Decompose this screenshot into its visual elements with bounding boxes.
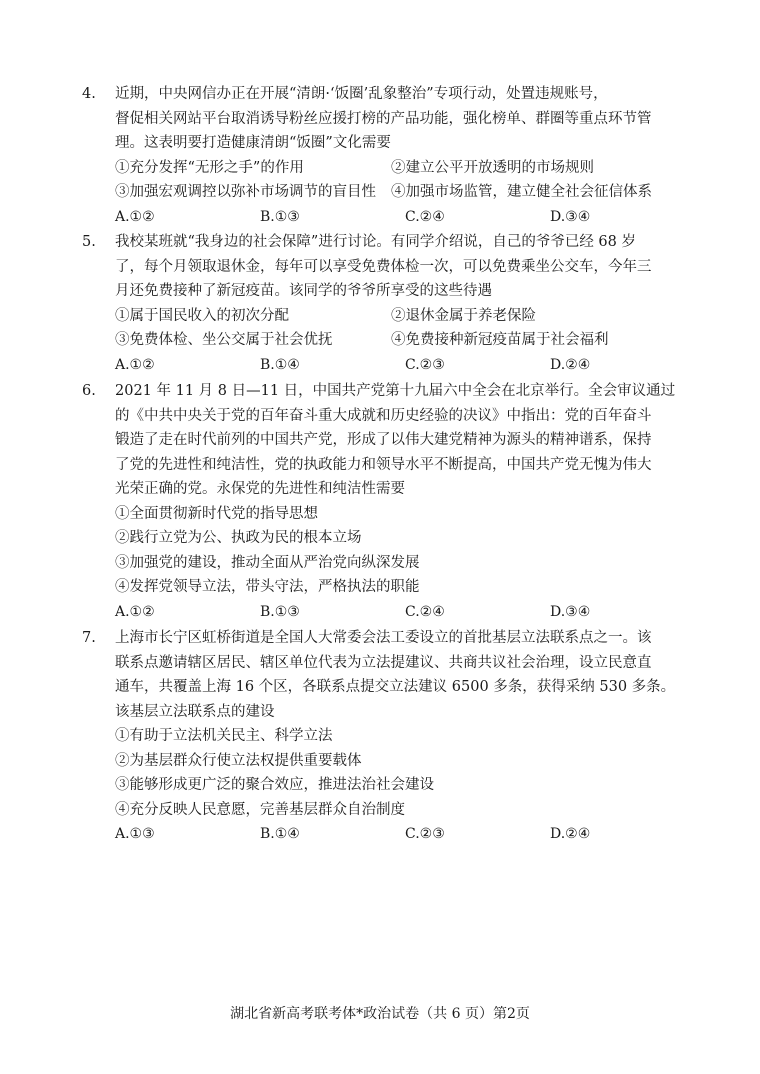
statement-3: ③免费体检、坐公交属于社会优抚 [115, 332, 333, 348]
choice-d: D.②④ [550, 356, 591, 373]
statement-2: ②践行立党为公、执政为民的根本立场 [115, 530, 362, 546]
statement-3: ③加强宏观调控以弥补市场调节的盲目性 [115, 184, 376, 200]
question-body [115, 82, 695, 229]
stem-line: 光荣正确的党。永保党的先进性和纯洁性需要 [115, 481, 405, 497]
statement-4: ④免费接种新冠疫苗属于社会福利 [391, 332, 609, 348]
statement-2: ②为基层群众行使立法权提供重要载体 [115, 752, 362, 769]
stem-line: 近期，中央网信办正在开展“清朗·‘饭圈’乱象整治”专项行动，处置违规账号， [115, 86, 608, 102]
page-footer: 湖北省新高考联考体*政治试卷（共 6 页）第2页 [230, 1006, 530, 1022]
statement-2: ②建立公平开放透明的市场规则 [391, 159, 594, 176]
choice-d: D.③④ [550, 208, 591, 225]
statement-4: ④发挥党领导立法，带头守法，严格执法的职能 [115, 579, 420, 595]
statement-2: ②退休金属于养老保险 [391, 307, 536, 324]
stem-line: 2021 年 11 月 8 日—11 日，中国共产党第十九届六中全会在北京举行。全会审议通过 [115, 383, 676, 399]
question-body [115, 626, 695, 847]
choice-b: B.①④ [260, 356, 300, 373]
choice-a: A.①② [115, 356, 155, 373]
stem-line: 联系点邀请辖区居民、辖区单位代表为立法提建议、共商共议社会治理，设立民意直 [115, 654, 652, 671]
question-body [115, 230, 695, 377]
choice-b: B.①③ [260, 208, 300, 225]
choice-a: A.①③ [115, 826, 155, 842]
stem-line: 督促相关网站平台取消诱导粉丝应援打榜的产品功能，强化榜单、群圈等重点环节管 [115, 110, 652, 127]
choice-d: D.③④ [550, 603, 591, 620]
choice-c: C.②④ [405, 208, 445, 225]
statement-row [115, 156, 695, 181]
choice-c: C.②④ [405, 603, 445, 620]
question-number: 4. [82, 86, 96, 102]
stem-line: 的《中共中央关于党的百年奋斗重大成就和历史经验的决议》中指出：党的百年奋斗 [115, 407, 652, 424]
question-number: 7. [82, 630, 96, 646]
statement-1: ①充分发挥“无形之手”的作用 [115, 159, 304, 176]
stem-line: 通车，共覆盖上海 16 个区，各联系点提交立法建议 6500 多条，获得采纳 530 多条。 [115, 679, 676, 695]
stem-line: 上海市长宁区虹桥街道是全国人大常委会法工委设立的首批基层立法联系点之一。该 [115, 630, 652, 646]
choice-b: B.①④ [260, 826, 300, 842]
statement-3: ③加强党的建设，推动全面从严治党向纵深发展 [115, 554, 420, 571]
answer-choices [115, 600, 695, 625]
choice-a: A.①② [115, 208, 155, 225]
statement-row [115, 304, 695, 329]
choice-b: B.①③ [260, 603, 300, 620]
answer-choices [115, 822, 695, 847]
statement-row [115, 180, 695, 205]
question-body [115, 379, 695, 624]
statement-3: ③能够形成更广泛的聚合效应，推进法治社会建设 [115, 777, 434, 793]
stem-line: 了，每个月领取退休金，每年可以享受免费体检一次，可以免费乘坐公交车，今年三 [115, 258, 652, 275]
statement-row [115, 328, 695, 353]
choice-c: C.②③ [405, 356, 445, 373]
answer-choices [115, 353, 695, 378]
choice-c: C.②③ [405, 826, 445, 842]
statement-1: ①属于国民收入的初次分配 [115, 307, 289, 324]
stem-line: 月还免费接种了新冠疫苗。该同学的爷爷所享受的这些待遇 [115, 283, 492, 299]
statement-4: ④加强市场监管，建立健全社会征信体系 [391, 184, 652, 200]
question-number: 6. [82, 383, 96, 399]
statement-4: ④充分反映人民意愿，完善基层群众自治制度 [115, 801, 405, 818]
stem-line: 了党的先进性和纯洁性，党的执政能力和领导水平不断提高，中国共产党无愧为伟大 [115, 456, 652, 473]
stem-line: 锻造了走在时代前列的中国共产党，形成了以伟大建党精神为源头的精神谱系，保持 [115, 432, 652, 448]
question-number: 5. [82, 234, 96, 250]
statement-1: ①有助于立法机关民主、科学立法 [115, 728, 333, 744]
choice-d: D.②④ [550, 826, 591, 842]
stem-line: 我校某班就“我身边的社会保障”进行讨论。有同学介绍说，自己的爷爷已经 68 岁 [115, 234, 636, 250]
choice-a: A.①② [115, 603, 155, 620]
answer-choices [115, 205, 695, 230]
statement-1: ①全面贯彻新时代党的指导思想 [115, 505, 318, 522]
stem-line: 理。这表明要打造健康清朗“饭圈”文化需要 [115, 135, 391, 151]
stem-line: 该基层立法联系点的建设 [115, 703, 275, 720]
